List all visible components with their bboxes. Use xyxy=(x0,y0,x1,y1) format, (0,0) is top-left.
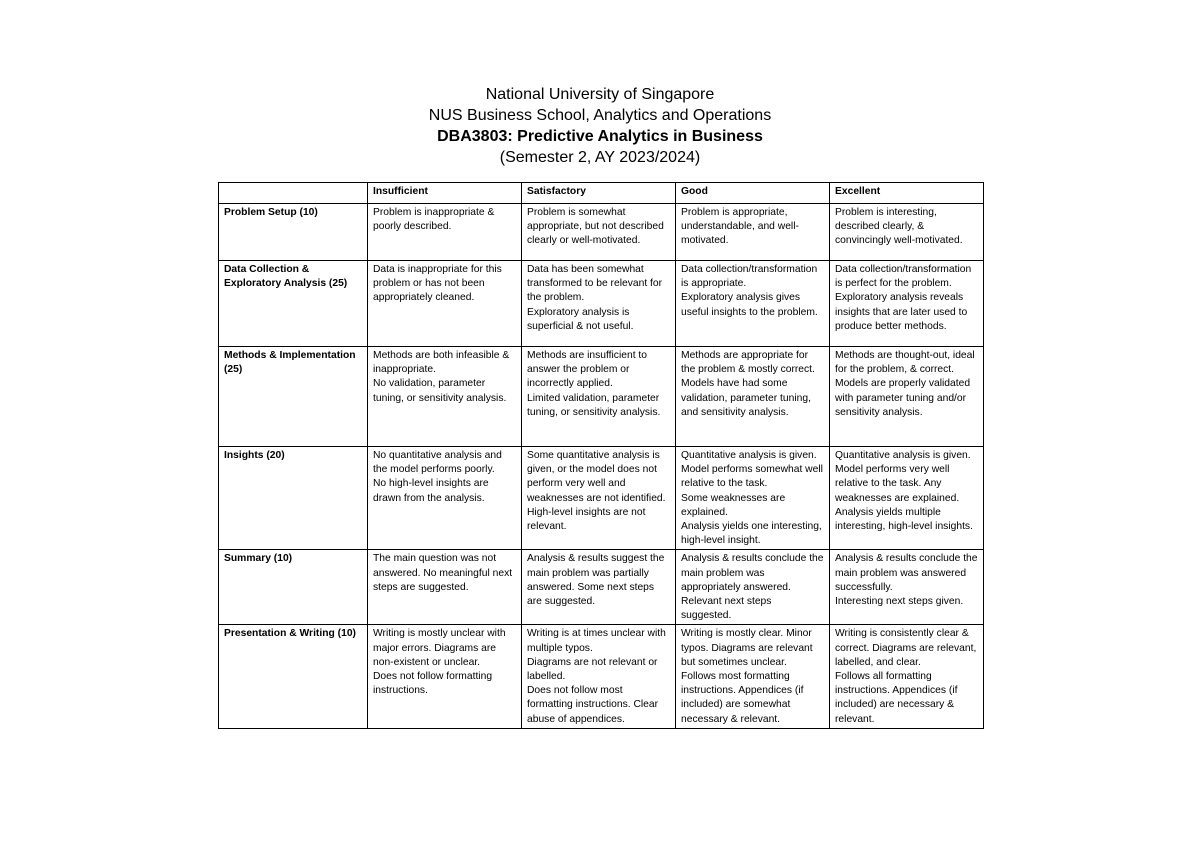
criterion-insights: Insights (20) xyxy=(219,447,368,550)
rubric-cell: Writing is mostly unclear with major errors. Diagrams are non-existent or unclear. Does not follow formatting instructions. xyxy=(368,625,522,728)
table-row xyxy=(219,204,984,261)
document-header xyxy=(0,84,1200,168)
rubric-cell: The main question was not answered. No meaningful next steps are suggested. xyxy=(368,550,522,625)
rubric-cell: Analysis & results conclude the main problem was appropriately answered. Relevant next steps suggested. xyxy=(676,550,830,625)
header-blank xyxy=(219,183,368,204)
rubric-cell: Some quantitative analysis is given, or the model does not perform very well and weaknesses are not identified. High-level insights are not relevant. xyxy=(522,447,676,550)
rubric-header-row xyxy=(219,183,984,204)
semester-label: (Semester 2, AY 2023/2024) xyxy=(499,149,701,166)
criterion-summary: Summary (10) xyxy=(219,550,368,625)
rubric-cell: No quantitative analysis and the model performs poorly. No high-level insights are drawn from the analysis. xyxy=(368,447,522,550)
header-excellent: Excellent xyxy=(830,183,984,204)
criterion-presentation: Presentation & Writing (10) xyxy=(219,625,368,728)
rubric-cell: Data is inappropriate for this problem or has not been appropriately cleaned. xyxy=(368,261,522,347)
rubric-cell: Data collection/transformation is perfect for the problem. Exploratory analysis reveals insights that are later used to produce better methods. xyxy=(830,261,984,347)
table-row xyxy=(219,550,984,625)
table-row xyxy=(219,261,984,347)
rubric-cell: Problem is interesting, described clearly, & convincingly well-motivated. xyxy=(830,204,984,261)
criterion-problem-setup: Problem Setup (10) xyxy=(219,204,368,261)
header-insufficient: Insufficient xyxy=(368,183,522,204)
rubric-cell: Quantitative analysis is given. Model performs somewhat well relative to the task. Some weaknesses are explained. Analysis yields one interesting, high-level insight. xyxy=(676,447,830,550)
header-good: Good xyxy=(676,183,830,204)
rubric-cell: Analysis & results conclude the main problem was answered successfully. Interesting next steps given. xyxy=(830,550,984,625)
rubric-cell: Data collection/transformation is appropriate. Exploratory analysis gives useful insights to the problem. xyxy=(676,261,830,347)
rubric-table xyxy=(218,182,984,729)
rubric-cell: Data has been somewhat transformed to be relevant for the problem. Exploratory analysis is superficial & not useful. xyxy=(522,261,676,347)
table-row xyxy=(219,447,984,550)
rubric-cell: Writing is consistently clear & correct. Diagrams are relevant, labelled, and clear. Follows all formatting instructions. Appendices (if included) are necessary & relevant. xyxy=(830,625,984,728)
rubric-cell: Methods are thought-out, ideal for the problem, & correct. Models are properly validated with parameter tuning and/or sensitivity analysis. xyxy=(830,347,984,447)
rubric-cell: Problem is somewhat appropriate, but not described clearly or well-motivated. xyxy=(522,204,676,261)
university-name: National University of Singapore xyxy=(485,86,715,103)
course-title: DBA3803: Predictive Analytics in Business xyxy=(437,128,763,145)
table-row xyxy=(219,625,984,728)
rubric-cell: Writing is mostly clear. Minor typos. Diagrams are relevant but sometimes unclear. Follows most formatting instructions. Appendices (if included) are somewhat necessary & relevant. xyxy=(676,625,830,728)
rubric-cell: Quantitative analysis is given. Model performs very well relative to the task. Any weaknesses are explained. Analysis yields multiple interesting, high-level insights. xyxy=(830,447,984,550)
criterion-methods: Methods & Implementation (25) xyxy=(219,347,368,447)
rubric-cell: Methods are both infeasible & inappropriate. No validation, parameter tuning, or sensitivity analysis. xyxy=(368,347,522,447)
rubric-cell: Analysis & results suggest the main problem was partially answered. Some next steps are suggested. xyxy=(522,550,676,625)
header-satisfactory: Satisfactory xyxy=(522,183,676,204)
criterion-data-collection: Data Collection & Exploratory Analysis (25) xyxy=(219,261,368,347)
rubric-cell: Problem is inappropriate & poorly described. xyxy=(368,204,522,261)
table-row xyxy=(219,347,984,447)
rubric-cell: Methods are insufficient to answer the problem or incorrectly applied. Limited validation, parameter tuning, or sensitivity analysis. xyxy=(522,347,676,447)
rubric-cell: Writing is at times unclear with multiple typos. Diagrams are not relevant or labelled. Does not follow most formatting instructions. Clear abuse of appendices. xyxy=(522,625,676,728)
rubric-cell: Methods are appropriate for the problem & mostly correct. Models have had some validation, parameter tuning, and sensitivity analysis. xyxy=(676,347,830,447)
school-name: NUS Business School, Analytics and Operations xyxy=(428,107,772,124)
rubric-cell: Problem is appropriate, understandable, and well-motivated. xyxy=(676,204,830,261)
